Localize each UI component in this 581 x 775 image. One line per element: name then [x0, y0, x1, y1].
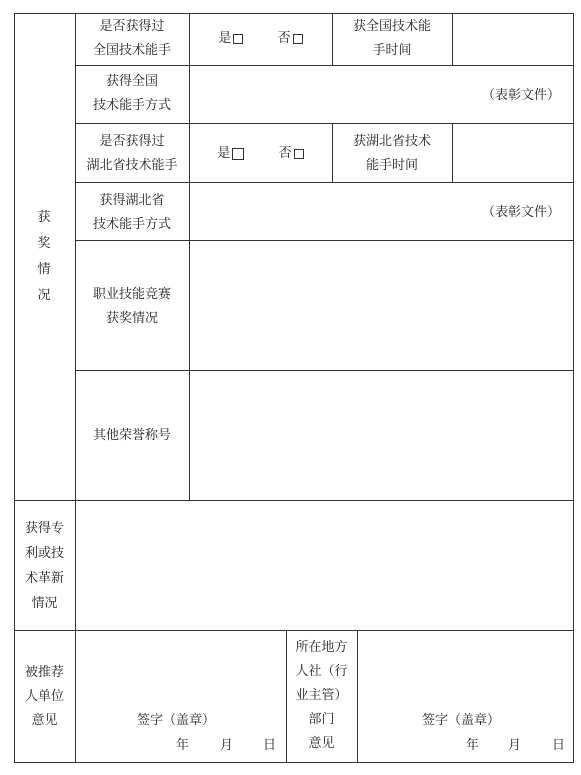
local-opinion-line4: 部门 [308, 712, 335, 727]
national-question-line2: 全国技术能手 [92, 43, 171, 58]
divider-opinion-2 [357, 630, 358, 763]
local-opinion-line3: 业主管） [295, 688, 348, 703]
patents-label-line4: 情况 [31, 596, 58, 611]
national-yes-checkbox[interactable] [233, 34, 243, 44]
national-question-line1: 是否获得过 [99, 19, 165, 34]
hubei-question-line2: 湖北省技术能手 [86, 158, 178, 173]
patents-label-line1: 获得专 [24, 521, 64, 536]
competition-line2: 获奖情况 [105, 311, 158, 326]
divider-row-3 [75, 182, 573, 183]
national-commendation-note: （表彰文件） [482, 88, 561, 103]
unit-date-day: 日 [263, 738, 277, 753]
unit-date-month: 月 [220, 738, 234, 753]
hubei-question-line1: 是否获得过 [99, 134, 165, 149]
table-border-bottom [14, 762, 574, 763]
local-opinion-line5: 意见 [308, 736, 335, 751]
local-date-day: 日 [552, 738, 566, 753]
national-method-line2: 技术能手方式 [92, 98, 171, 113]
local-signature-label: 签字（盖章） [422, 713, 501, 728]
hubei-time-line1: 获湖北省技术 [352, 134, 431, 149]
hubei-method-line1: 获得湖北省 [99, 193, 165, 208]
unit-opinion-line3: 意见 [31, 713, 58, 728]
competition-line1: 职业技能竞赛 [92, 287, 171, 302]
local-date-year: 年 [466, 738, 480, 753]
unit-date-year: 年 [176, 738, 190, 753]
table-border-left [14, 13, 15, 763]
table-border-top [14, 13, 574, 14]
local-opinion-line1: 所在地方 [295, 640, 348, 655]
national-yes-no [189, 27, 332, 51]
divider-row-7 [14, 630, 574, 631]
national-no-checkbox[interactable] [293, 34, 303, 44]
national-time-line1: 获全国技术能 [352, 19, 431, 34]
hubei-time-line2: 能手时间 [365, 158, 418, 173]
hubei-no-label: 否 [278, 146, 292, 161]
local-opinion-line2: 人社（行 [295, 664, 348, 679]
patents-label-line2: 利或技 [24, 546, 64, 561]
other-honors-label: 其他荣誉称号 [92, 428, 171, 443]
national-yes-label: 是 [218, 31, 232, 46]
hubei-yes-no [189, 142, 332, 166]
hubei-commendation-note: （表彰文件） [482, 205, 561, 220]
unit-opinion-line1: 被推荐 [24, 665, 64, 680]
national-time-line2: 手时间 [372, 43, 412, 58]
competition-field[interactable] [190, 241, 573, 370]
divider-col-4b [452, 123, 453, 182]
patents-label-line3: 术革新 [24, 571, 64, 586]
awards-section-label: 获奖情况 [37, 210, 51, 303]
table-border-right [573, 13, 574, 763]
hubei-no-checkbox[interactable] [294, 149, 304, 159]
other-honors-field[interactable] [190, 371, 573, 500]
divider-col-1 [75, 13, 76, 763]
national-no-label: 否 [277, 31, 291, 46]
divider-row-1 [75, 65, 573, 66]
unit-signature-label: 签字（盖章） [137, 713, 216, 728]
divider-row-2 [75, 123, 573, 124]
unit-opinion-line2: 人单位 [24, 689, 64, 704]
hubei-yes-checkbox[interactable] [232, 148, 244, 160]
local-date-month: 月 [508, 738, 522, 753]
hubei-yes-label: 是 [217, 146, 231, 161]
national-method-line1: 获得全国 [105, 74, 158, 89]
patents-field[interactable] [76, 501, 573, 630]
hubei-method-line2: 技术能手方式 [92, 217, 171, 232]
divider-col-4 [452, 13, 453, 65]
